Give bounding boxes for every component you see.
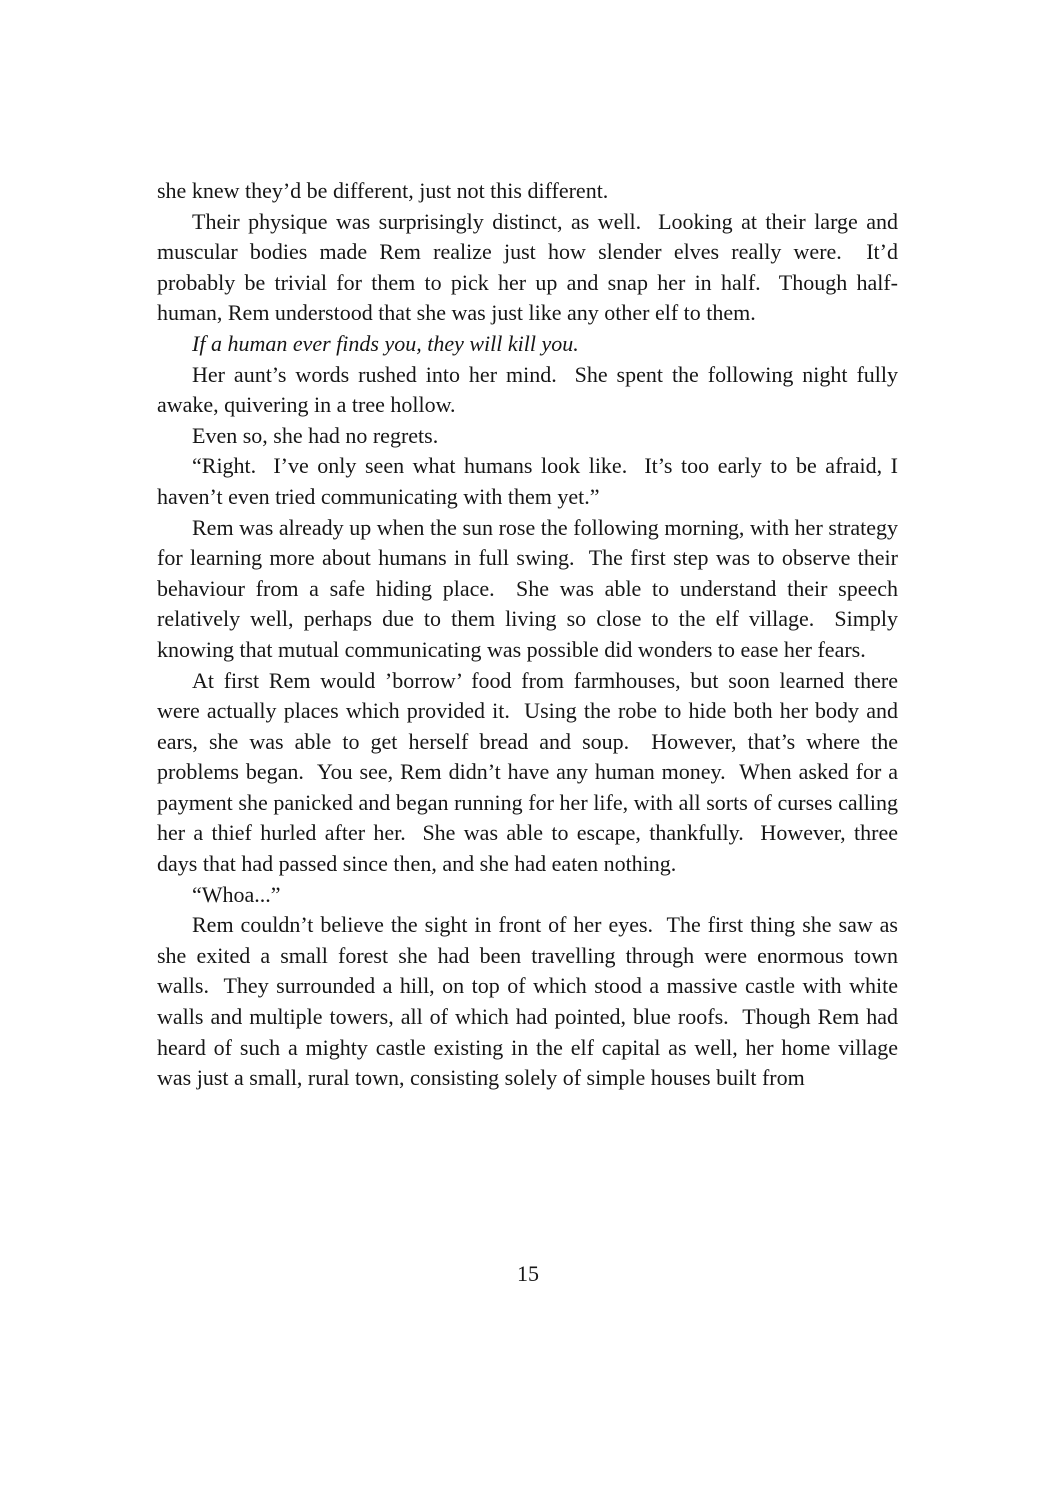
paragraph: Rem was already up when the sun rose the following morning, with her strategy for learning more about humans in full swing. The first step was to observe their behaviour from a safe hiding place. She was able to understand their speech relatively well, perhaps due to them living so close to the elf village. Simply knowing that mutual communicating was possible did wonders to ease her fears. — [157, 514, 904, 662]
paragraph-dialogue: “Right. I’ve only seen what humans look like. It’s too early to be afraid, I haven’t even tried communicating with them yet.” — [157, 453, 904, 509]
paragraph-continuation: she knew they’d be different, just not this different. — [157, 178, 609, 203]
paragraph: Their physique was surprisingly distinct, as well. Looking at their large and muscular bodies made Rem realize just how slender elves really were. It’d probably be trivial for them to pick her up and snap her in half. Though half-human, Rem understood that she was just like any other elf to them. — [157, 208, 904, 326]
text-block — [157, 176, 904, 1094]
paragraph: Even so, she had no regrets. — [192, 422, 439, 448]
page-number: 15 — [517, 1261, 539, 1286]
paragraph-italic-thought: If a human ever finds you, they will kill you. — [192, 330, 579, 356]
paragraph: At first Rem would ’borrow’ food from farmhouses, but soon learned there were actually places which provided it. Using the robe to hide both her body and ears, she was able to get herself bread and soup. However, that’s where the problems began. You see, Rem didn’t have any human money. When asked for a payment she panicked and began running for her life, with all sorts of curses calling her a thief hurled after her. She was able to escape, thankfully. However, three days that had passed since then, and she had eaten nothing. — [157, 667, 904, 877]
paragraph: Rem couldn’t believe the sight in front of her eyes. The first thing she saw as she exited a small forest she had been travelling through were enormous town walls. They surrounded a hill, on top of which stood a massive castle with white walls and multiple towers, all of which had pointed, blue roofs. Though Rem had heard of such a mighty castle existing in the elf capital as well, her home village was just a small, rural town, consisting solely of simple houses built from — [157, 912, 904, 1091]
paragraph: Her aunt’s words rushed into her mind. She spent the following night fully awake, quivering in a tree hollow. — [157, 361, 904, 418]
paragraph-dialogue: “Whoa...” — [192, 881, 281, 907]
